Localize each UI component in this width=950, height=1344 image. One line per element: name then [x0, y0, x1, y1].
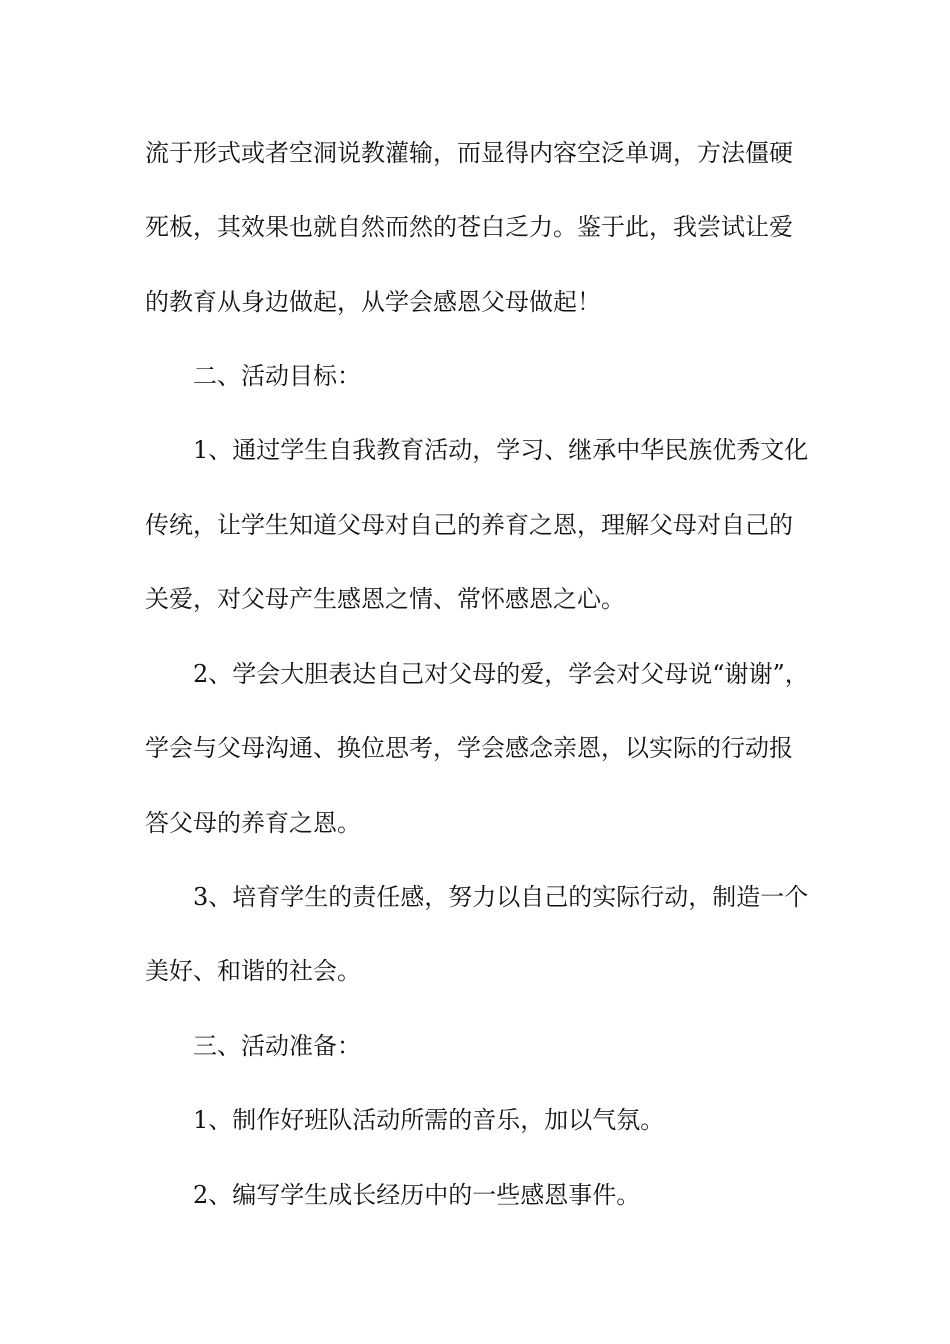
paragraph-line: 美好、和谐的社会。: [145, 957, 361, 985]
section-heading: 三、活动准备：: [193, 1032, 361, 1060]
section-heading: 二、活动目标：: [193, 362, 361, 390]
paragraph-line: 死板，其效果也就自然而然的苍白乏力。鉴于此，我尝试让爱: [145, 213, 793, 241]
paragraph-line: 传统，让学生知道父母对自己的养育之恩，理解父母对自己的: [145, 511, 793, 539]
paragraph-line: 流于形式或者空洞说教灌输，而显得内容空泛单调，方法僵硬: [145, 139, 793, 167]
paragraph-line: 1、制作好班队活动所需的音乐，加以气氛。: [193, 1106, 665, 1134]
paragraph-line: 的教育从身边做起，从学会感恩父母做起！: [145, 288, 601, 316]
paragraph-line: 1、通过学生自我教育活动，学习、继承中华民族优秀文化: [193, 436, 809, 464]
paragraph-line: 关爱，对父母产生感恩之情、常怀感恩之心。: [145, 585, 625, 613]
paragraph-line: 2、编写学生成长经历中的一些感恩事件。: [193, 1181, 641, 1209]
paragraph-line: 2、学会大胆表达自己对父母的爱，学会对父母说“谢谢”，: [193, 660, 809, 688]
paragraph-line: 答父母的养育之恩。: [145, 809, 361, 837]
paragraph-line: 3、培育学生的责任感，努力以自己的实际行动，制造一个: [193, 883, 809, 911]
paragraph-line: 学会与父母沟通、换位思考，学会感念亲恩，以实际的行动报: [145, 734, 793, 762]
